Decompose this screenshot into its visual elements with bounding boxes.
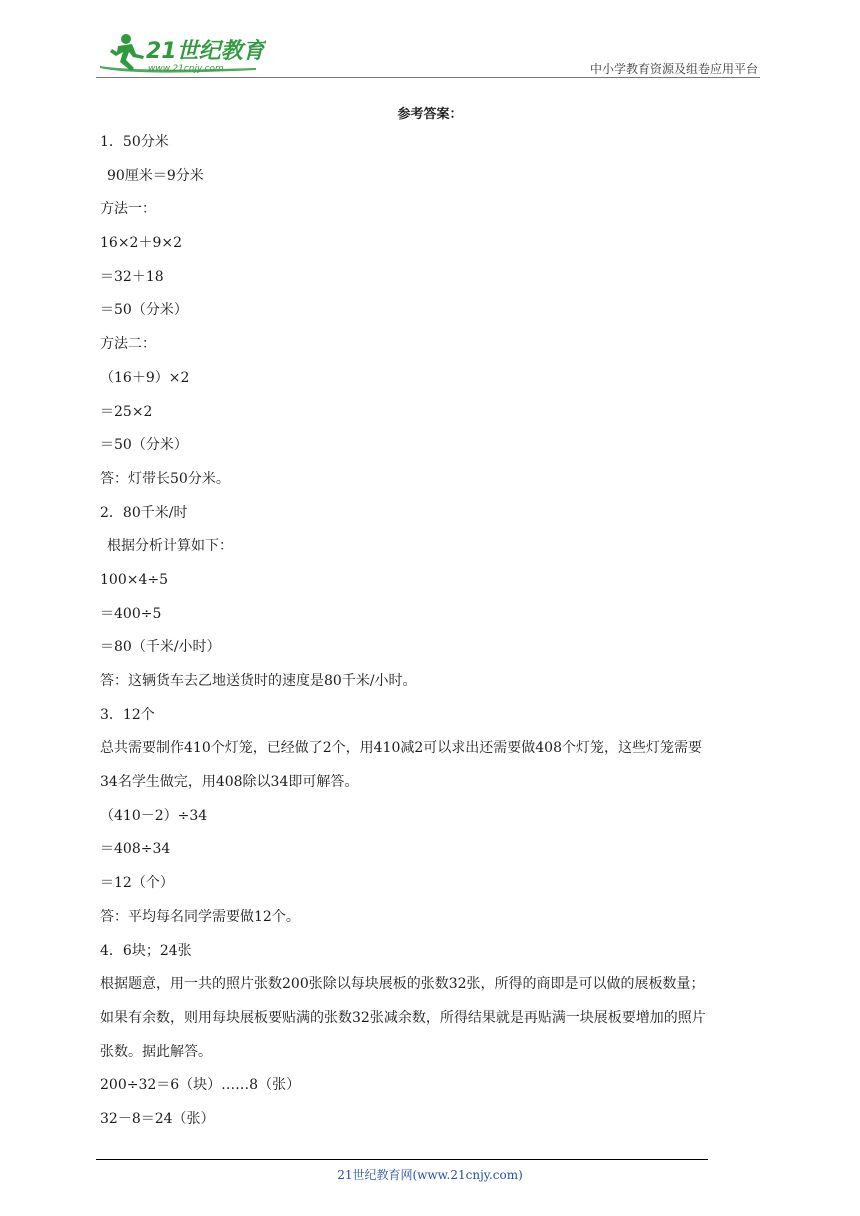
- q1-method1-step1: 16×2＋9×2: [100, 235, 182, 252]
- q3-step3: ＝12（个）: [100, 875, 174, 892]
- q1-method1-step3: ＝50（分米）: [100, 302, 188, 319]
- q3-analysis-line2: 34名学生做完，用408除以34即可解答。: [100, 774, 359, 791]
- page-header: [96, 30, 760, 78]
- q1-answer: 1．50分米: [100, 134, 169, 150]
- answer-content: [100, 126, 764, 1137]
- q2-step1: 100×4÷5: [100, 571, 168, 588]
- q3-step2: ＝408÷34: [100, 841, 171, 858]
- q2-step2: ＝400÷5: [100, 605, 162, 622]
- q4-answer: 4．6块；24张: [100, 942, 192, 959]
- platform-label: 中小学教育资源及组卷应用平台: [589, 62, 758, 76]
- answer-title: 参考答案：: [397, 107, 463, 122]
- q1-method2-step1: （16＋9）×2: [100, 369, 190, 386]
- q3-answer: 3．12个: [100, 706, 155, 723]
- footer-link[interactable]: 21世纪教育网(www.21cnjy.com): [337, 1168, 523, 1182]
- q4-step2: 32－8＝24（张）: [100, 1110, 215, 1127]
- q4-step1: 200÷32＝6（块）……8（张）: [100, 1077, 301, 1094]
- q3-conclusion: 答：平均每名同学需要做12个。: [100, 908, 300, 925]
- q4-analysis-line3: 张数。据此解答。: [100, 1043, 212, 1060]
- q1-method2-step3: ＝50（分米）: [100, 437, 188, 454]
- header-divider: [96, 77, 760, 78]
- q2-intro: 根据分析计算如下：: [107, 538, 233, 555]
- q3-analysis-line1: 总共需要制作410个灯笼，已经做了2个，用410减2可以求出还需要做408个灯笼，这些灯笼需要: [100, 740, 702, 757]
- q4-analysis-line1: 根据题意，用一共的照片张数200张除以每块展板的张数32张，所得的商即是可以做的展板数量；: [100, 976, 705, 993]
- q3-step1: （410－2）÷34: [100, 807, 208, 824]
- q1-method1-step2: ＝32＋18: [100, 268, 164, 285]
- q4-analysis-line2: 如果有余数，则用每块展板要贴满的张数32张减余数，所得结果就是再贴满一块展板要增加的照片: [100, 1009, 706, 1026]
- logo-graphic: [96, 30, 266, 76]
- footer-divider: [96, 1159, 708, 1160]
- q1-conversion: 90厘米＝9分米: [107, 167, 204, 184]
- q1-method1-label: 方法一：: [100, 201, 156, 218]
- q1-method2-step2: ＝25×2: [100, 403, 153, 420]
- logo-url-text: www.21cnjy.com: [148, 64, 224, 74]
- q2-step3: ＝80（千米/小时）: [100, 639, 221, 656]
- q1-conclusion: 答：灯带长50分米。: [100, 470, 230, 487]
- q2-answer: 2．80千米/时: [100, 504, 188, 521]
- logo: [96, 30, 266, 76]
- q1-method2-label: 方法二：: [100, 336, 156, 353]
- logo-brand-text: 21世纪教育: [146, 39, 265, 64]
- q2-conclusion: 答：这辆货车去乙地送货时的速度是80千米/小时。: [100, 673, 417, 689]
